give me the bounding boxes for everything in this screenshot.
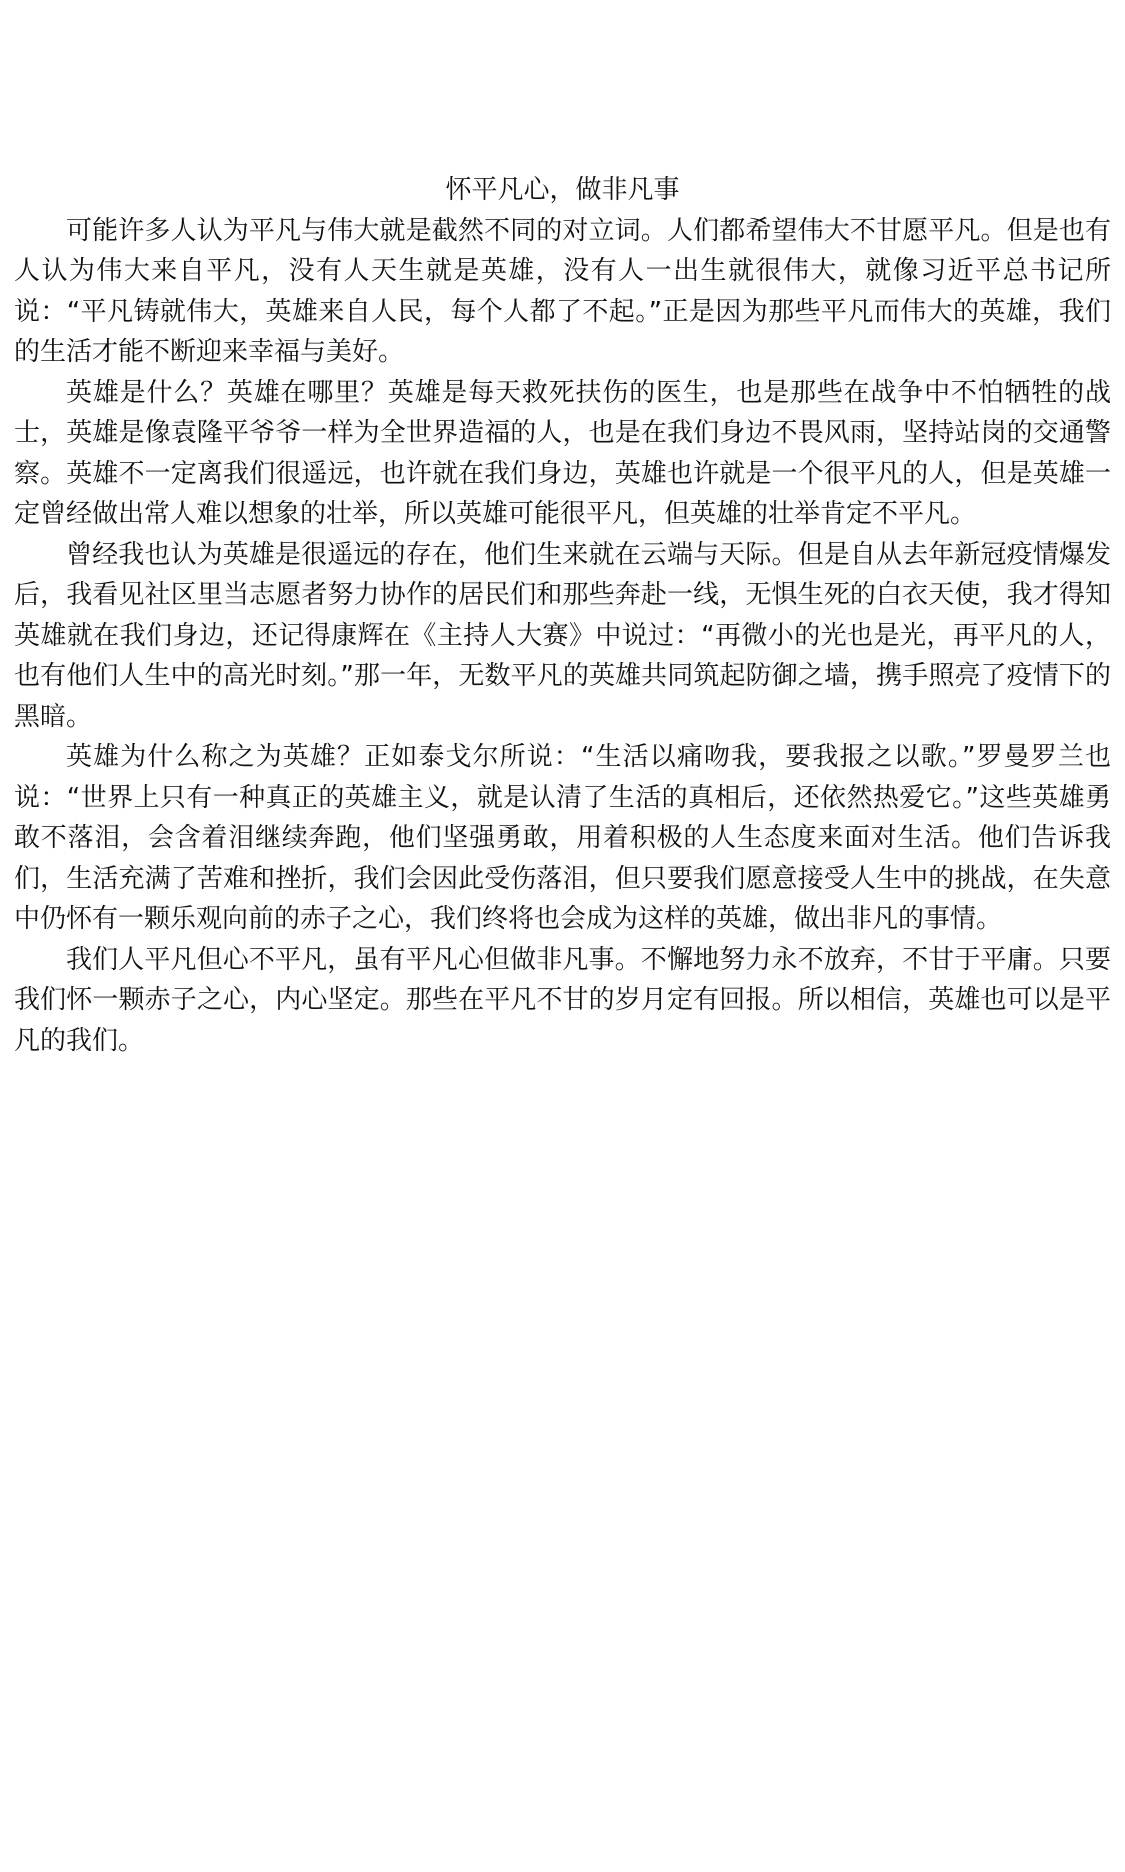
essay-title: 怀平凡心，做非凡事: [445, 175, 680, 205]
essay-paragraph-4: 英雄为什么称之为英雄？正如泰戈尔所说：“生活以痛吻我，要我报之以歌。”罗曼罗兰也说：“世界上只有一种真正的英雄主义，就是认清了生活的真相后，还依然热爱它。”这些英雄勇敢不落泪，会含着泪继续奔跑，他们坚强勇敢，用着积极的人生态度来面对生活。他们告诉我们，生活充满了苦难和挫折，我们会因此受伤落泪，但只要我们愿意接受人生中的挑战，在失意中仍怀有一颗乐观向前的赤子之心，我们终将也会成为这样的英雄，做出非凡的事情。: [14, 742, 1111, 934]
essay-paragraph-5: 我们人平凡但心不平凡，虽有平凡心但做非凡事。不懈地努力永不放弃，不甘于平庸。只要我们怀一颗赤子之心，内心坚定。那些在平凡不甘的岁月定有回报。所以相信，英雄也可以是平凡的我们。: [14, 944, 1111, 1056]
essay-document: [14, 170, 1111, 1061]
essay-paragraph-1: 可能许多人认为平凡与伟大就是截然不同的对立词。人们都希望伟大不甘愿平凡。但是也有人认为伟大来自平凡，没有人天生就是英雄，没有人一出生就很伟大，就像习近平总书记所说：“平凡铸就伟大，英雄来自人民，每个人都了不起。”正是因为那些平凡而伟大的英雄，我们的生活才能不断迎来幸福与美好。: [14, 215, 1111, 367]
essay-paragraph-2: 英雄是什么？英雄在哪里？英雄是每天救死扶伤的医生，也是那些在战争中不怕牺牲的战士，英雄是像袁隆平爷爷一样为全世界造福的人，也是在我们身边不畏风雨，坚持站岗的交通警察。英雄不一定离我们很遥远，也许就在我们身边，英雄也许就是一个很平凡的人，但是英雄一定曾经做出常人难以想象的壮举，所以英雄可能很平凡，但英雄的壮举肯定不平凡。: [14, 377, 1111, 529]
essay-paragraph-3: 曾经我也认为英雄是很遥远的存在，他们生来就在云端与天际。但是自从去年新冠疫情爆发后，我看见社区里当志愿者努力协作的居民们和那些奔赴一线，无惧生死的白衣天使，我才得知英雄就在我们身边，还记得康辉在《主持人大赛》中说过：“再微小的光也是光，再平凡的人，也有他们人生中的高光时刻。”那一年，无数平凡的英雄共同筑起防御之墙，携手照亮了疫情下的黑暗。: [14, 539, 1111, 732]
